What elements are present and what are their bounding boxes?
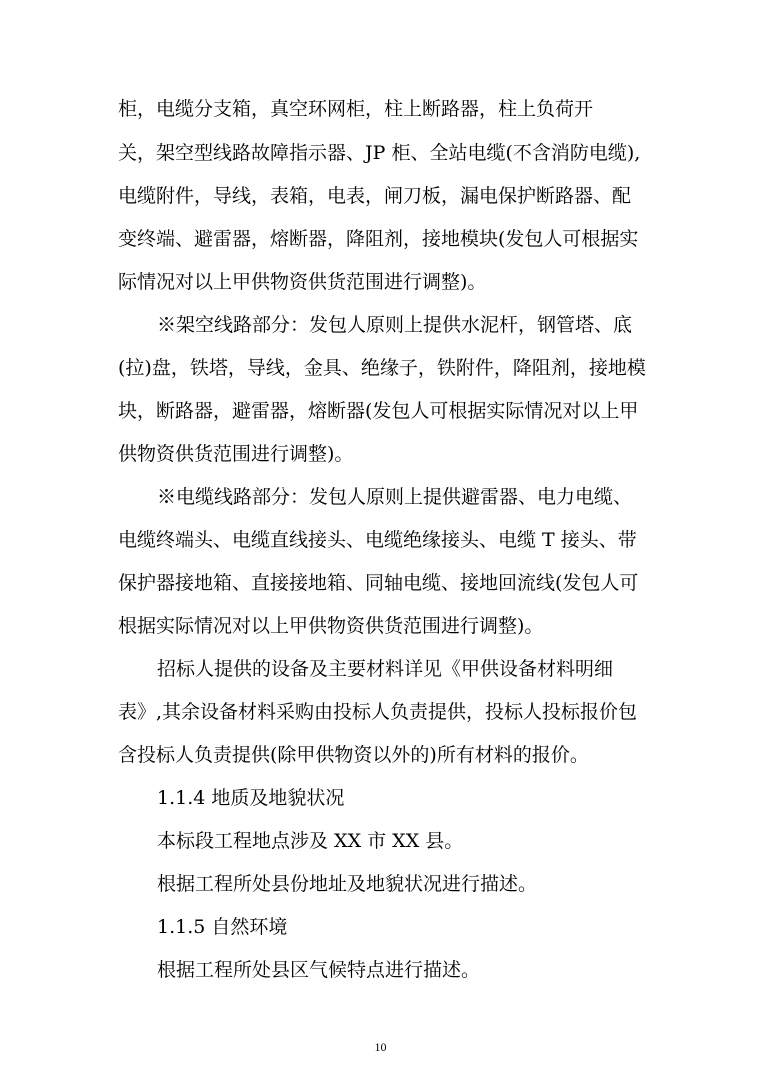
text-line: 块，断路器，避雷器，熔断器(发包人可根据实际情况对以上甲 [118,400,639,422]
text-line: 变终端、避雷器，熔断器，降阻剂，接地模块(发包人可根据实 [118,228,639,250]
paragraph-start-line: ※架空线路部分：发包人原则上提供水泥杆，钢管塔、底 [157,314,633,336]
paragraph-start-line: 招标人提供的设备及主要材料详见《甲供设备材料明细 [157,658,614,680]
text-line: 柜，电缆分支箱，真空环网柜，柱上断路器，柱上负荷开 [118,98,594,120]
text-line: 电缆终端头、电缆直线接头、电缆绝缘接头、电缆 T 接头、带 [118,529,637,551]
section-heading: 1.1.5 自然环境 [157,916,288,938]
text-line: 保护器接地箱、直接接地箱、同轴电缆、接地回流线(发包人可 [118,572,639,594]
text-line: 际情况对以上甲供物资供货范围进行调整)。 [118,271,487,293]
page-number: 10 [374,1040,387,1054]
paragraph-start-line: 根据工程所处县区气候特点进行描述。 [157,959,481,981]
text-line: (拉)盘，铁塔，导线，金具、绝缘子，铁附件，降阻剂，接地模 [118,357,646,379]
text-line: 电缆附件，导线，表箱，电表，闸刀板，漏电保护断路器、配 [118,185,632,207]
section-heading: 1.1.4 地质及地貌状况 [157,787,345,809]
paragraph-start-line: 根据工程所处县份地址及地貌状况进行描述。 [157,873,538,895]
paragraph-start-line: ※电缆线路部分：发包人原则上提供避雷器、电力电缆、 [157,486,633,508]
text-line: 表》,其余设备材料采购由投标人负责提供，投标人投标报价包 [118,701,638,723]
text-line: 关，架空型线路故障指示器、JP 柜、全站电缆(不含消防电缆), [118,142,641,164]
text-line: 供物资供货范围进行调整)。 [118,443,354,465]
text-line: 根据实际情况对以上甲供物资供货范围进行调整)。 [118,615,544,637]
text-line: 含投标人负责提供(除甲供物资以外的)所有材料的报价。 [118,744,589,766]
paragraph-start-line: 本标段工程地点涉及 XX 市 XX 县。 [157,830,464,852]
